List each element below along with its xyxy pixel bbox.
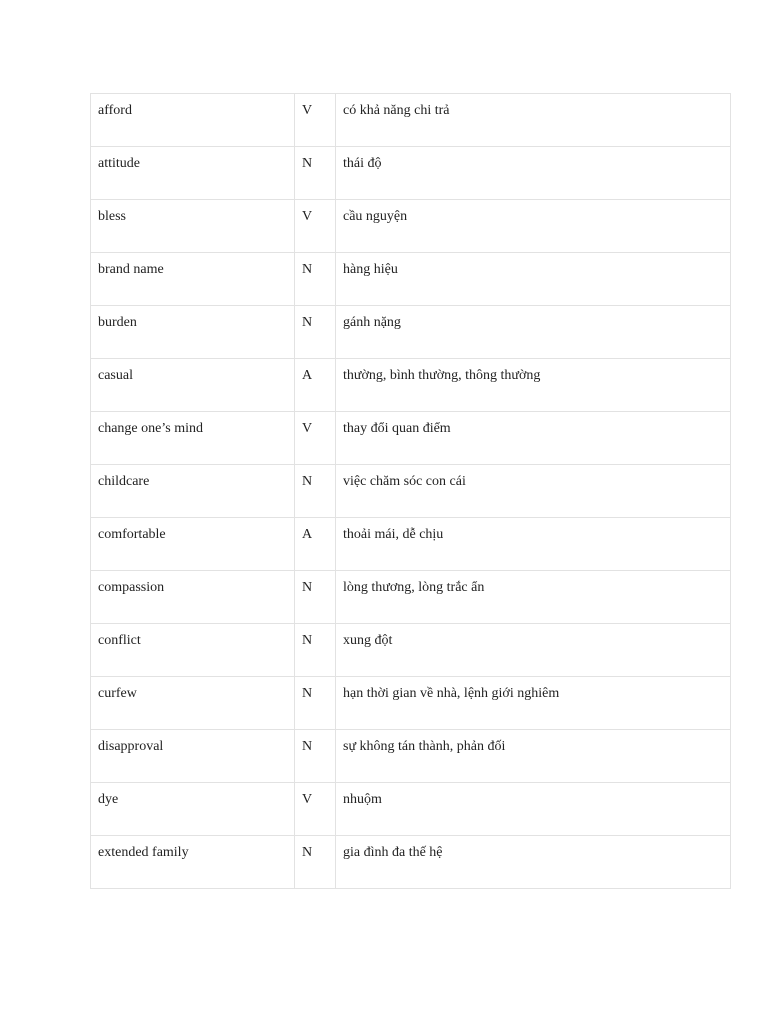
part-of-speech-cell: N [295,836,336,889]
word-cell: dye [91,783,295,836]
table-row [91,783,731,836]
word-cell: afford [91,94,295,147]
part-of-speech-cell: A [295,518,336,571]
meaning-cell: sự không tán thành, phản đối [336,730,731,783]
word-cell: disapproval [91,730,295,783]
table-row [91,677,731,730]
table-row [91,94,731,147]
vocabulary-table [90,93,731,889]
table-row [91,624,731,677]
part-of-speech-cell: A [295,359,336,412]
meaning-cell: gánh nặng [336,306,731,359]
meaning-cell: thoải mái, dễ chịu [336,518,731,571]
meaning-cell: thái độ [336,147,731,200]
meaning-cell: việc chăm sóc con cái [336,465,731,518]
part-of-speech-cell: N [295,253,336,306]
meaning-cell: lòng thương, lòng trắc ẩn [336,571,731,624]
word-cell: extended family [91,836,295,889]
table-row [91,306,731,359]
part-of-speech-cell: N [295,306,336,359]
table-row [91,518,731,571]
word-cell: conflict [91,624,295,677]
table-row [91,200,731,253]
meaning-cell: có khả năng chi trả [336,94,731,147]
part-of-speech-cell: N [295,147,336,200]
word-cell: childcare [91,465,295,518]
table-row [91,359,731,412]
meaning-cell: xung đột [336,624,731,677]
word-cell: attitude [91,147,295,200]
meaning-cell: cầu nguyện [336,200,731,253]
part-of-speech-cell: V [295,200,336,253]
part-of-speech-cell: V [295,94,336,147]
word-cell: compassion [91,571,295,624]
word-cell: brand name [91,253,295,306]
table-row [91,147,731,200]
word-cell: curfew [91,677,295,730]
table-row [91,412,731,465]
meaning-cell: hạn thời gian về nhà, lệnh giới nghiêm [336,677,731,730]
table-row [91,571,731,624]
part-of-speech-cell: V [295,412,336,465]
meaning-cell: thường, bình thường, thông thường [336,359,731,412]
part-of-speech-cell: N [295,571,336,624]
table-row [91,730,731,783]
word-cell: bless [91,200,295,253]
meaning-cell: hàng hiệu [336,253,731,306]
word-cell: burden [91,306,295,359]
part-of-speech-cell: N [295,677,336,730]
part-of-speech-cell: N [295,624,336,677]
word-cell: casual [91,359,295,412]
meaning-cell: thay đổi quan điểm [336,412,731,465]
meaning-cell: gia đình đa thế hệ [336,836,731,889]
word-cell: change one’s mind [91,412,295,465]
word-cell: comfortable [91,518,295,571]
table-row [91,836,731,889]
table-row [91,465,731,518]
meaning-cell: nhuộm [336,783,731,836]
part-of-speech-cell: N [295,730,336,783]
part-of-speech-cell: N [295,465,336,518]
table-row [91,253,731,306]
part-of-speech-cell: V [295,783,336,836]
